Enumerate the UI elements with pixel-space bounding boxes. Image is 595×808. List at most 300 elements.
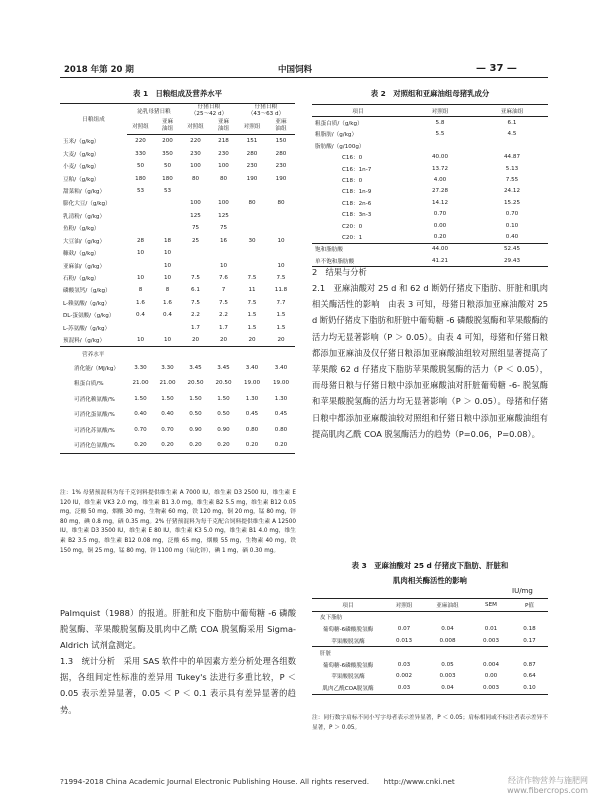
cell-value: 0.20 xyxy=(237,437,267,453)
cell-value xyxy=(237,185,267,197)
cell-value: 5.13 xyxy=(505,165,519,172)
cell-value xyxy=(127,210,154,222)
table1-row xyxy=(60,172,295,184)
cell-value: 30 xyxy=(248,237,256,244)
cell-value: 151 xyxy=(246,138,258,145)
cell-value: 5.5 xyxy=(435,131,445,138)
cell-value: 1.50 xyxy=(161,395,174,402)
table2-row xyxy=(312,220,548,231)
row-label: L-苏氨酸/（g/kg） xyxy=(63,325,111,332)
cell-value xyxy=(384,647,424,659)
cell-value: 220 xyxy=(190,138,201,145)
cell-value: 0.70 xyxy=(505,211,519,218)
cell-value xyxy=(424,647,471,659)
cell-value xyxy=(267,185,295,197)
cell-value: 75 xyxy=(191,225,200,232)
table1-nutrient-row xyxy=(60,391,295,407)
cell-value: 7.5 xyxy=(276,275,286,282)
cell-value: 21.00 xyxy=(132,380,149,387)
table1-nutrient-row xyxy=(60,437,295,453)
cell-value: 53 xyxy=(136,187,145,194)
cell-value: 7.7 xyxy=(276,299,286,306)
cell-value: 0.70 xyxy=(433,211,447,218)
cell-value: 18 xyxy=(163,237,172,244)
cell-value: 20 xyxy=(219,337,228,344)
cell-value: 80 xyxy=(277,200,285,207)
cell-value: 0.20 xyxy=(267,437,295,453)
table3-note: 注：同行数字肩标不同小写字母者表示差异显著，P ＜ 0.05；肩标相同或不标注者表示差异不显著，P ＞ 0.05。 xyxy=(312,715,548,731)
copyright-footer: ?1994-2018 China Academic Journal Electronic Publishing House. All rights reserved. http://www.cnki.net xyxy=(60,777,455,786)
row-label: 肌肉乙酰COA脱氢酶 xyxy=(312,682,384,694)
table2-header-control: 对照组 xyxy=(404,105,476,117)
cell-value: 0.90 xyxy=(189,426,202,433)
cell-value: 10 xyxy=(136,250,145,257)
cell-value: 10 xyxy=(219,262,228,269)
table2-row xyxy=(312,163,548,174)
table3-header-control: 对照组 xyxy=(384,599,424,612)
cell-value: 100 xyxy=(218,163,229,170)
row-label: 玉米/（g/kg） xyxy=(63,138,100,145)
table1-row xyxy=(60,247,295,259)
row-label: 饱和脂肪酸 xyxy=(312,243,404,255)
table1-group-piglet-43-63: 仔猪日粮 （43～63 d） xyxy=(237,104,295,119)
cell-value: 0.20 xyxy=(181,437,210,453)
cell-value: 28 xyxy=(136,237,145,244)
cell-value xyxy=(154,222,181,234)
row-label: 磷酸氢钙/（g/kg） xyxy=(63,288,111,295)
cell-value: 0.50 xyxy=(217,411,230,418)
cell-value: 0.003 xyxy=(439,673,456,680)
row-label: 消化能/（MJ/kg） xyxy=(74,365,120,372)
table2-row xyxy=(312,152,548,163)
cell-value: 25 xyxy=(191,237,200,244)
cell-value: 21.00 xyxy=(159,380,176,387)
row-label: 甜菜粕/（g/kg） xyxy=(63,188,106,195)
cell-value: 3.45 xyxy=(189,364,202,371)
table1-subcol: 对照组 xyxy=(237,118,267,135)
table1-row xyxy=(60,210,295,222)
row-label: 粗脂肪/（g/kg） xyxy=(315,132,358,139)
table1-subcol: 对照组 xyxy=(181,118,210,135)
cell-value: 1.50 xyxy=(217,395,230,402)
cell-value: 0.4 xyxy=(163,312,172,319)
cell-value: 0.87 xyxy=(523,661,536,668)
cell-value: 0.003 xyxy=(471,682,511,694)
cell-value xyxy=(237,222,267,234)
row-label: C20：0 xyxy=(342,223,363,230)
cell-value: 100 xyxy=(190,163,201,170)
cell-value: 0.45 xyxy=(245,411,259,418)
row-label: 预混料/（g/kg） xyxy=(63,338,106,345)
cell-value: 1.5 xyxy=(247,324,257,331)
cell-value: 5.8 xyxy=(435,120,445,127)
cell-value: 10 xyxy=(163,337,172,344)
cell-value: 230 xyxy=(218,150,229,157)
cell-value: 1.5 xyxy=(247,312,257,319)
table2-row xyxy=(312,231,548,243)
cell-value: 0.20 xyxy=(433,233,447,240)
table1-group-piglet-25-42: 仔猪日粮 （25～42 d） xyxy=(181,104,237,119)
table3-header-sem: SEM xyxy=(471,599,511,612)
row-label: 苹果酸脱氢酶 xyxy=(331,638,365,645)
cell-value xyxy=(127,197,154,209)
cell-value: 16 xyxy=(219,237,228,244)
cell-value: 7.5 xyxy=(247,275,257,282)
cell-value: 7.6 xyxy=(219,275,228,282)
cell-value: 0.90 xyxy=(217,426,230,433)
cell-value: 44.00 xyxy=(404,243,476,255)
cell-value: 1.6 xyxy=(163,299,172,306)
row-label: 单不饱和脂肪酸 xyxy=(312,255,404,267)
table3-header-pvalue: P值 xyxy=(511,599,548,612)
cell-value: 0.70 xyxy=(134,426,147,433)
row-label: 葡萄糖-6磷酸脱氢酶 xyxy=(322,626,374,633)
table3-caption-line2: 肌肉相关酶活性的影响 xyxy=(393,576,467,585)
cell-value: 50 xyxy=(163,163,172,170)
row-label: C18：0 xyxy=(342,178,363,185)
cell-value: 1.7 xyxy=(191,324,200,331)
table2-header-linseed: 亚麻油组 xyxy=(476,105,548,117)
table2-row xyxy=(312,129,548,140)
table2-caption: 表 2 对照组和亚麻油组母猪乳成分 xyxy=(370,89,490,98)
table1-row xyxy=(60,160,295,172)
cell-value: 0.80 xyxy=(274,426,288,433)
cell-value: 180 xyxy=(135,175,146,182)
table1-row xyxy=(60,334,295,347)
cell-value: 0.04 xyxy=(424,682,471,694)
row-label: 肝脏 xyxy=(312,647,384,659)
cell-value: 52.45 xyxy=(476,243,548,255)
cell-value: 218 xyxy=(218,138,229,145)
cell-value xyxy=(181,185,210,197)
cell-value xyxy=(181,259,210,271)
cell-value: 3.40 xyxy=(245,364,259,371)
cell-value: 19.00 xyxy=(272,380,289,387)
table1-subcol: 亚麻 油组 xyxy=(267,118,295,135)
table1-row xyxy=(60,297,295,309)
table1-nutrient-header: 营养水平 xyxy=(60,347,295,360)
cell-value xyxy=(476,140,548,151)
cell-value: 0.40 xyxy=(505,233,519,240)
cell-value: 0.008 xyxy=(439,637,456,644)
table1-header-item: 日粮组成 xyxy=(60,104,127,135)
cell-value xyxy=(127,222,154,234)
table3-header-item: 项目 xyxy=(312,599,384,612)
cell-value: 220 xyxy=(135,138,146,145)
cell-value: 0.04 xyxy=(441,625,454,632)
table1-caption: 表 1 日粮组成及营养水平 xyxy=(132,89,222,98)
cell-value: 8 xyxy=(165,287,170,294)
cell-value: 0.20 xyxy=(154,437,181,453)
cell-value: 0.50 xyxy=(189,411,202,418)
row-label: 粗蛋白质/（g/kg） xyxy=(315,121,363,128)
cell-value: 27.28 xyxy=(431,188,448,195)
table1-row xyxy=(60,272,295,284)
cell-value xyxy=(237,259,267,271)
table1-subcol: 亚麻 油组 xyxy=(154,118,181,135)
row-label: C16：1n-7 xyxy=(342,166,372,173)
table2-row xyxy=(312,186,548,197)
cell-value: 14.12 xyxy=(431,199,448,206)
row-label: 可消化苏氨酸/% xyxy=(74,427,115,434)
cell-value: 0.00 xyxy=(433,222,447,229)
cell-value xyxy=(154,197,181,209)
watermark-line1: 经济作物营养与施肥网 xyxy=(508,776,588,785)
cell-value: 20 xyxy=(191,337,200,344)
row-label: 大麦/（g/kg） xyxy=(63,151,100,158)
table3-group-row xyxy=(312,647,548,659)
cell-value: 0.45 xyxy=(274,411,288,418)
table3-caption-line1: 表 3 亚麻油酸对 25 d 仔猪皮下脂肪、肝脏和 xyxy=(351,561,509,570)
cell-value: 350 xyxy=(162,150,173,157)
cell-value: 0.17 xyxy=(523,637,536,644)
table1-nutrient-row xyxy=(60,375,295,391)
table1-nutrient-row xyxy=(60,406,295,422)
table1-row xyxy=(60,222,295,234)
cell-value xyxy=(237,247,267,259)
cell-value xyxy=(424,611,471,623)
row-label: 大豆油/（g/kg） xyxy=(63,238,106,245)
cell-value: 0.002 xyxy=(395,673,412,680)
cell-value: 230 xyxy=(190,150,201,157)
left-paragraph-1: Palmquist（1988）的报道。肝脏和皮下脂肪中葡萄糖 -6 磷酸脱氢酶、苹果酸脱氢酶及肌肉中乙酰 COA 脱氢酶采用 Sigma-Aldrich 试剂盒测定。 xyxy=(60,608,296,651)
cell-value: 10 xyxy=(136,275,145,282)
row-label: 可消化赖氨酸/% xyxy=(74,396,115,403)
cell-value: 7.5 xyxy=(247,299,257,306)
cell-value: 10 xyxy=(163,275,172,282)
cell-value: 1.5 xyxy=(276,324,286,331)
table3-row xyxy=(312,682,548,694)
cell-value xyxy=(267,247,295,259)
cell-value: 125 xyxy=(190,212,201,219)
cell-value xyxy=(154,322,181,334)
cell-value: 6.1 xyxy=(507,120,517,127)
cell-value xyxy=(210,247,237,259)
table3-row xyxy=(312,659,548,671)
cell-value: 29.43 xyxy=(476,255,548,267)
cell-value: 0.004 xyxy=(482,661,499,668)
row-label: L-赖氨酸/（g/kg） xyxy=(63,300,111,307)
row-label: C20：1 xyxy=(342,234,363,241)
cell-value: 19.00 xyxy=(243,380,260,387)
cell-value: 40.00 xyxy=(431,154,448,161)
row-label: 粗蛋白质/% xyxy=(74,381,104,388)
row-label: 皮下脂肪 xyxy=(320,615,343,622)
cell-value: 7.55 xyxy=(505,177,519,184)
cell-value xyxy=(237,210,267,222)
cell-value: 4.00 xyxy=(433,177,447,184)
table1-row xyxy=(60,135,295,148)
cell-value: 20 xyxy=(277,337,285,344)
cell-value xyxy=(471,611,511,623)
table2-row xyxy=(312,243,548,255)
table1-nutrient-row xyxy=(60,422,295,438)
table3-unit: IU/mg xyxy=(512,587,533,595)
cell-value: 180 xyxy=(162,175,173,182)
cell-value: 44.87 xyxy=(503,154,520,161)
table1-nutrient-row xyxy=(60,360,295,376)
cell-value: 100 xyxy=(190,200,201,207)
table2 xyxy=(312,104,548,267)
cell-value: 0.40 xyxy=(134,411,147,418)
cell-value: 150 xyxy=(275,138,287,145)
row-label: 鱼粉/（g/kg） xyxy=(63,226,100,233)
cell-value: 200 xyxy=(162,138,173,145)
cell-value: 2.2 xyxy=(191,312,200,319)
cell-value xyxy=(181,247,210,259)
right-paragraph-results: 2.1 亚麻油酸对 25 d 和 62 d 断奶仔猪皮下脂肪、肝脏和肌肉相关酶活性的影响 由表 3 可知，母猪日粮添加亚麻油酸对 25 d 断奶仔猪皮下脂肪和肝脏中葡萄糖 -6 磷酸脱氢酶和苹果酸酶的活力均无显著影响（P ＞ 0.05）。由表 4 可知，母猪和仔猪日粮都添加亚麻油及仅仔猪日粮添加亚麻酸油组较对照组显著提高了苹果酸 62 d 仔猪皮下脂肪苹果酸脱氢酶的活力（P ＜ 0.05），而母猪日粮与仔猪日粮中添加亚麻酸油对肝脏葡萄糖 -6- 脱氢酶和苹果酸脱氢酶的活力均无显著影响（P ＞ 0.05）。母猪和仔猪日粮中都添加亚麻酸油较对照组和仔猪日粮中添加亚麻酸油组有提高肌肉乙酰 COA 脱氢酶活力的趋势（P=0.06，P=0.08）。 xyxy=(312,283,548,439)
cell-value: 7.5 xyxy=(219,299,228,306)
table1-subcol: 对照组 xyxy=(127,118,154,135)
cell-value xyxy=(154,210,181,222)
cell-value: 0.80 xyxy=(245,426,259,433)
cell-value: 0.10 xyxy=(511,682,548,694)
cell-value: 1.5 xyxy=(276,312,286,319)
cell-value: 2.2 xyxy=(219,312,228,319)
table1-row xyxy=(60,309,295,321)
row-label: 糠麸/（g/kg） xyxy=(63,251,100,258)
row-label: 可消化色氨酸/% xyxy=(60,437,127,453)
cell-value: 190 xyxy=(275,175,287,182)
table3-row xyxy=(312,623,548,635)
table1-row xyxy=(60,322,295,334)
header-issue: 2018 年第 20 期 xyxy=(64,65,134,75)
watermark-line2: www.fibercrops.com xyxy=(507,786,588,795)
cell-value xyxy=(267,222,295,234)
table3 xyxy=(312,598,548,695)
table1-row xyxy=(60,185,295,197)
cell-value xyxy=(511,611,548,623)
cell-value xyxy=(127,322,154,334)
cell-value xyxy=(384,611,424,623)
cell-value: 10 xyxy=(277,262,285,269)
table2-row xyxy=(312,174,548,185)
section-heading-results: 2 结果与分析 xyxy=(312,267,367,277)
cell-value: 0.20 xyxy=(210,437,237,453)
cell-value: 230 xyxy=(275,163,287,170)
cell-value: 1.50 xyxy=(134,395,147,402)
cell-value: 0.07 xyxy=(397,625,411,632)
cell-value: 3.45 xyxy=(217,364,230,371)
cell-value: 7 xyxy=(221,287,226,294)
table3-row xyxy=(312,635,548,647)
cell-value: 0.05 xyxy=(441,661,454,668)
row-label: 小麦/（g/kg） xyxy=(63,164,100,171)
row-label: DL-蛋氨酸/（g/kg） xyxy=(63,313,115,320)
table2-row xyxy=(312,117,548,129)
row-label: 葡萄糖-6磷酸脱氢酶 xyxy=(322,662,374,669)
cell-value: 0.00 xyxy=(484,673,498,680)
row-label: C16：0 xyxy=(342,155,363,162)
cell-value: 6.1 xyxy=(191,287,200,294)
cell-value: 280 xyxy=(275,150,287,157)
cell-value: 20.50 xyxy=(215,380,232,387)
row-label: C18：2n-6 xyxy=(342,200,372,207)
cell-value: 11.8 xyxy=(274,287,288,294)
cell-value: 15.25 xyxy=(503,199,520,206)
cell-value: 4.5 xyxy=(507,131,517,138)
cell-value: 10 xyxy=(163,250,172,257)
cell-value xyxy=(404,140,476,151)
row-label: 乳清粉/（g/kg） xyxy=(63,213,106,220)
cell-value: 50 xyxy=(136,163,145,170)
table3-header-linseed: 亚麻油组 xyxy=(424,599,471,612)
cell-value xyxy=(127,259,154,271)
table1-row xyxy=(60,284,295,296)
table1 xyxy=(60,103,295,454)
row-label: 脂肪酸/（g/100g） xyxy=(315,143,365,150)
cell-value: 11 xyxy=(248,287,256,294)
cell-value: 125 xyxy=(218,212,229,219)
cell-value: 80 xyxy=(219,175,228,182)
cell-value: 20.50 xyxy=(187,380,204,387)
cell-value: 0.18 xyxy=(523,625,536,632)
cell-value: 0.20 xyxy=(127,437,154,453)
cell-value: 20 xyxy=(248,337,256,344)
cell-value: 0.03 xyxy=(384,682,424,694)
cell-value: 3.30 xyxy=(134,364,147,371)
cell-value: 13.72 xyxy=(431,165,448,172)
header-journal: 中国饲料 xyxy=(278,65,313,75)
table2-row xyxy=(312,140,548,151)
cell-value: 0.01 xyxy=(484,625,498,632)
cell-value: 3.30 xyxy=(161,364,174,371)
cell-value: 1.6 xyxy=(136,299,145,306)
cell-value: 1.7 xyxy=(219,324,228,331)
row-label: 苹果酸脱氢酶 xyxy=(331,674,365,681)
cell-value: 0.10 xyxy=(505,222,519,229)
cell-value: 0.4 xyxy=(136,312,145,319)
table1-subcol: 亚麻 油组 xyxy=(210,118,237,135)
row-label: 可消化蛋氨酸/% xyxy=(74,412,115,419)
cell-value: 0.70 xyxy=(161,426,174,433)
cell-value: 1.30 xyxy=(245,395,259,402)
cell-value: 100 xyxy=(218,200,229,207)
watermark xyxy=(470,776,588,796)
row-label: C18：3n-3 xyxy=(342,212,372,219)
cell-value: 41.21 xyxy=(404,255,476,267)
cell-value xyxy=(511,647,548,659)
header-rule xyxy=(60,77,548,78)
row-label: 膨化大豆/（g/kg） xyxy=(63,201,111,208)
cell-value: 3.40 xyxy=(274,364,288,371)
left-paragraph-stats: 1.3 统计分析 采用 SAS 软件中的单因素方差分析处理各组数据，各组间定性标准的差异用 Tukey's 法进行多重比较，P ＜ 0.05 表示差异显著，0.05 ＜ P ＜ 0.1 表示具有差异显著的趋势。 xyxy=(60,656,296,715)
row-label: 豆粕/（g/kg） xyxy=(63,176,100,183)
cell-value: 10 xyxy=(136,337,145,344)
cell-value xyxy=(267,210,295,222)
cell-value: 7.5 xyxy=(191,299,200,306)
cell-value: 7.5 xyxy=(191,275,200,282)
table1-row xyxy=(60,259,295,271)
table1-group-sow: 泌乳母猪日粮 xyxy=(127,104,181,119)
cell-value: 0.64 xyxy=(523,673,536,680)
table2-row xyxy=(312,209,548,220)
row-label: 亚麻油/（g/kg） xyxy=(63,263,106,270)
cell-value: 10 xyxy=(163,262,172,269)
cell-value: 0.03 xyxy=(397,661,411,668)
cell-value: 10 xyxy=(277,237,285,244)
row-label: 石粉/（g/kg） xyxy=(63,276,100,283)
header-page-number: — 37 — xyxy=(476,63,517,74)
table2-row xyxy=(312,197,548,208)
row-label: C18：1n-9 xyxy=(342,189,372,196)
cell-value: 0.003 xyxy=(482,637,499,644)
cell-value: 53 xyxy=(163,187,172,194)
cell-value: 190 xyxy=(246,175,258,182)
cell-value xyxy=(210,185,237,197)
cell-value: 280 xyxy=(246,150,258,157)
cell-value: 80 xyxy=(191,175,200,182)
